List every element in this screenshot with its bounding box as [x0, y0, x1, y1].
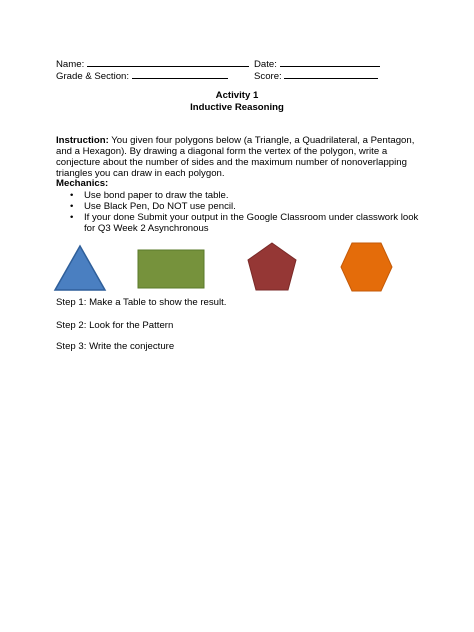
- grade-blank: [132, 69, 228, 79]
- activity-subtitle: Inductive Reasoning: [190, 102, 284, 113]
- bullet-icon: •: [70, 190, 74, 201]
- hexagon-icon: [341, 243, 392, 291]
- bullet-icon: •: [70, 201, 74, 212]
- bullet-icon: •: [70, 212, 74, 223]
- instruction-paragraph: [56, 135, 422, 179]
- name-label: Name:: [56, 59, 85, 70]
- mechanics-heading: Mechanics:: [56, 178, 109, 189]
- polygon-shapes: [0, 238, 474, 298]
- step-2: Step 2: Look for the Pattern: [56, 320, 174, 331]
- score-blank: [284, 69, 378, 79]
- triangle-icon: [55, 246, 105, 290]
- list-item: • Use bond paper to draw the table.: [70, 190, 229, 201]
- date-blank: [280, 57, 380, 67]
- grade-section-field: [56, 69, 228, 83]
- grade-label: Grade & Section:: [56, 71, 130, 82]
- instruction-text: You given four polygons below (a Triangle, a Quadrilateral, a Pentagon, and a Hexagon). By drawing a diagonal form the vertex of the polygon, write a conjecture about the number of sides and the maximum number of nonoverlapping triangles you can draw in each polygon.: [56, 135, 415, 179]
- date-label: Date:: [254, 59, 277, 70]
- instruction-label: Instruction:: [56, 135, 109, 146]
- list-item: • Use Black Pen, Do NOT use pencil.: [70, 201, 236, 212]
- name-blank: [87, 57, 249, 67]
- pentagon-icon: [248, 243, 296, 290]
- mechanics-list: [70, 190, 430, 234]
- step-3: Step 3: Write the conjecture: [56, 341, 175, 352]
- score-field: [254, 69, 378, 82]
- rectangle-icon: [138, 250, 204, 288]
- list-item: • If your done Submit your output in the Google Classroom under classwork look for Q3 Week 2 Asynchronous: [70, 212, 419, 234]
- activity-title: Activity 1: [215, 90, 259, 101]
- score-label: Score:: [254, 71, 282, 82]
- step-1: Step 1: Make a Table to show the result.: [56, 297, 227, 308]
